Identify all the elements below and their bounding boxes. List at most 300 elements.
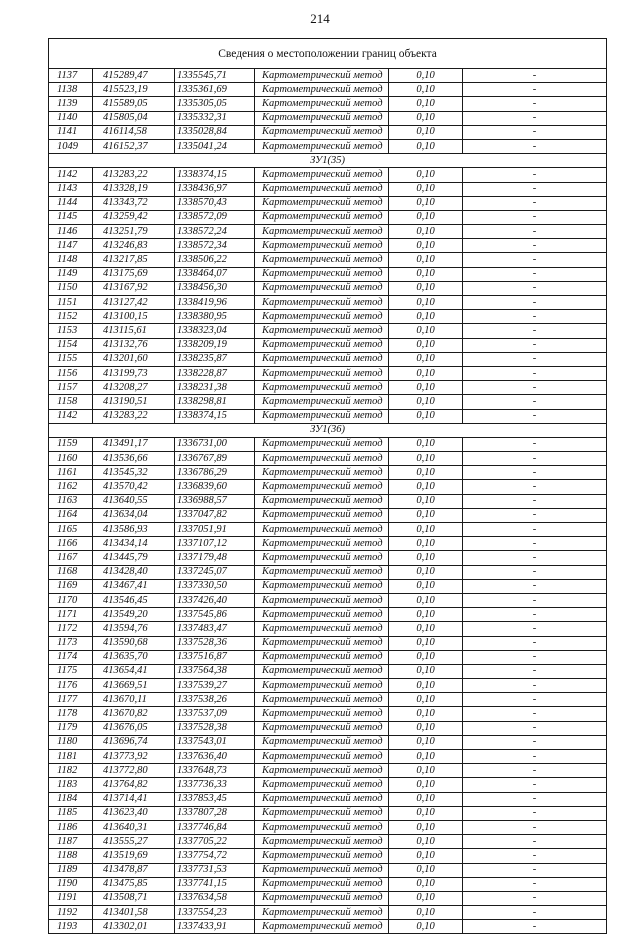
x-coordinate-cell: 413434,14 — [93, 537, 175, 551]
y-coordinate-cell: 1337516,87 — [175, 650, 255, 664]
x-coordinate-cell: 413478,87 — [93, 863, 175, 877]
table-row — [49, 537, 607, 551]
x-coordinate-cell: 413428,40 — [93, 565, 175, 579]
point-number-cell: 1141 — [49, 125, 93, 139]
x-coordinate-cell: 413586,93 — [93, 523, 175, 537]
table-row — [49, 338, 607, 352]
x-coordinate-cell: 413475,85 — [93, 877, 175, 891]
x-coordinate-cell: 413508,71 — [93, 891, 175, 905]
point-number-cell: 1189 — [49, 863, 93, 877]
method-cell: Картометрический метод — [255, 381, 389, 395]
y-coordinate-cell: 1338228,87 — [175, 366, 255, 380]
method-cell: Картометрический метод — [255, 196, 389, 210]
y-coordinate-cell: 1335028,84 — [175, 125, 255, 139]
method-cell: Картометрический метод — [255, 906, 389, 920]
x-coordinate-cell: 413201,60 — [93, 352, 175, 366]
x-coordinate-cell: 413401,58 — [93, 906, 175, 920]
y-coordinate-cell: 1338380,95 — [175, 310, 255, 324]
description-cell: - — [463, 750, 607, 764]
method-cell: Картометрический метод — [255, 721, 389, 735]
table-row — [49, 750, 607, 764]
method-cell: Картометрический метод — [255, 452, 389, 466]
precision-cell: 0,10 — [389, 352, 463, 366]
page-number: 214 — [310, 11, 330, 26]
point-number-cell: 1160 — [49, 452, 93, 466]
point-number-cell: 1139 — [49, 97, 93, 111]
point-number-cell: 1138 — [49, 83, 93, 97]
x-coordinate-cell: 413115,61 — [93, 324, 175, 338]
method-cell: Картометрический метод — [255, 735, 389, 749]
x-coordinate-cell: 413772,80 — [93, 764, 175, 778]
point-number-cell: 1177 — [49, 693, 93, 707]
point-number-cell: 1165 — [49, 523, 93, 537]
table-row — [49, 849, 607, 863]
precision-cell: 0,10 — [389, 906, 463, 920]
x-coordinate-cell: 413132,76 — [93, 338, 175, 352]
y-coordinate-cell: 1335041,24 — [175, 139, 255, 153]
table-row — [49, 125, 607, 139]
method-cell: Картометрический метод — [255, 877, 389, 891]
y-coordinate-cell: 1337538,26 — [175, 693, 255, 707]
y-coordinate-cell: 1338419,96 — [175, 296, 255, 310]
precision-cell: 0,10 — [389, 296, 463, 310]
table-row — [49, 906, 607, 920]
table-row — [49, 69, 607, 83]
method-cell: Картометрический метод — [255, 139, 389, 153]
point-number-cell: 1146 — [49, 225, 93, 239]
precision-cell: 0,10 — [389, 579, 463, 593]
table-row — [49, 182, 607, 196]
x-coordinate-cell: 413127,42 — [93, 296, 175, 310]
x-coordinate-cell: 413302,01 — [93, 920, 175, 934]
y-coordinate-cell: 1337107,12 — [175, 537, 255, 551]
method-cell: Картометрический метод — [255, 778, 389, 792]
point-number-cell: 1182 — [49, 764, 93, 778]
point-number-cell: 1149 — [49, 267, 93, 281]
description-cell: - — [463, 239, 607, 253]
description-cell: - — [463, 806, 607, 820]
description-cell: - — [463, 523, 607, 537]
method-cell: Картометрический метод — [255, 537, 389, 551]
point-number-cell: 1154 — [49, 338, 93, 352]
table-row — [49, 324, 607, 338]
precision-cell: 0,10 — [389, 69, 463, 83]
point-number-cell: 1167 — [49, 551, 93, 565]
y-coordinate-cell: 1337741,15 — [175, 877, 255, 891]
table-row — [49, 239, 607, 253]
x-coordinate-cell: 413491,17 — [93, 437, 175, 451]
table-row — [49, 920, 607, 934]
description-cell: - — [463, 267, 607, 281]
precision-cell: 0,10 — [389, 849, 463, 863]
method-cell: Картометрический метод — [255, 622, 389, 636]
method-cell: Картометрический метод — [255, 508, 389, 522]
y-coordinate-cell: 1335332,31 — [175, 111, 255, 125]
point-number-cell: 1163 — [49, 494, 93, 508]
x-coordinate-cell: 413343,72 — [93, 196, 175, 210]
point-number-cell: 1151 — [49, 296, 93, 310]
method-cell: Картометрический метод — [255, 225, 389, 239]
x-coordinate-cell: 413623,40 — [93, 806, 175, 820]
method-cell: Картометрический метод — [255, 920, 389, 934]
description-cell: - — [463, 225, 607, 239]
description-cell: - — [463, 83, 607, 97]
description-cell: - — [463, 693, 607, 707]
precision-cell: 0,10 — [389, 409, 463, 423]
method-cell: Картометрический метод — [255, 679, 389, 693]
precision-cell: 0,10 — [389, 239, 463, 253]
x-coordinate-cell: 413570,42 — [93, 480, 175, 494]
method-cell: Картометрический метод — [255, 168, 389, 182]
point-number-cell: 1147 — [49, 239, 93, 253]
description-cell: - — [463, 679, 607, 693]
y-coordinate-cell: 1337245,07 — [175, 565, 255, 579]
point-number-cell: 1176 — [49, 679, 93, 693]
point-number-cell: 1171 — [49, 608, 93, 622]
precision-cell: 0,10 — [389, 835, 463, 849]
point-number-cell: 1166 — [49, 537, 93, 551]
precision-cell: 0,10 — [389, 494, 463, 508]
table-row — [49, 579, 607, 593]
y-coordinate-cell: 1338209,19 — [175, 338, 255, 352]
y-coordinate-cell: 1336786,29 — [175, 466, 255, 480]
table-row — [49, 281, 607, 295]
y-coordinate-cell: 1337636,40 — [175, 750, 255, 764]
x-coordinate-cell: 413283,22 — [93, 409, 175, 423]
x-coordinate-cell: 413590,68 — [93, 636, 175, 650]
y-coordinate-cell: 1338506,22 — [175, 253, 255, 267]
table-row — [49, 693, 607, 707]
x-coordinate-cell: 415589,05 — [93, 97, 175, 111]
method-cell: Картометрический метод — [255, 366, 389, 380]
precision-cell: 0,10 — [389, 735, 463, 749]
description-cell: - — [463, 820, 607, 834]
precision-cell: 0,10 — [389, 225, 463, 239]
description-cell: - — [463, 735, 607, 749]
y-coordinate-cell: 1337746,84 — [175, 820, 255, 834]
x-coordinate-cell: 413640,55 — [93, 494, 175, 508]
point-number-cell: 1158 — [49, 395, 93, 409]
y-coordinate-cell: 1337853,45 — [175, 792, 255, 806]
method-cell: Картометрический метод — [255, 806, 389, 820]
y-coordinate-cell: 1336767,89 — [175, 452, 255, 466]
description-cell: - — [463, 494, 607, 508]
table-row — [49, 650, 607, 664]
y-coordinate-cell: 1337483,47 — [175, 622, 255, 636]
x-coordinate-cell: 413259,42 — [93, 210, 175, 224]
precision-cell: 0,10 — [389, 707, 463, 721]
table-row — [49, 835, 607, 849]
precision-cell: 0,10 — [389, 366, 463, 380]
point-number-cell: 1145 — [49, 210, 93, 224]
precision-cell: 0,10 — [389, 111, 463, 125]
point-number-cell: 1156 — [49, 366, 93, 380]
precision-cell: 0,10 — [389, 523, 463, 537]
table-row — [49, 437, 607, 451]
table-row — [49, 551, 607, 565]
method-cell: Картометрический метод — [255, 267, 389, 281]
method-cell: Картометрический метод — [255, 849, 389, 863]
description-cell: - — [463, 381, 607, 395]
y-coordinate-cell: 1337648,73 — [175, 764, 255, 778]
x-coordinate-cell: 413764,82 — [93, 778, 175, 792]
precision-cell: 0,10 — [389, 792, 463, 806]
table-row — [49, 352, 607, 366]
method-cell: Картометрический метод — [255, 523, 389, 537]
description-cell: - — [463, 579, 607, 593]
table-row — [49, 168, 607, 182]
point-number-cell: 1190 — [49, 877, 93, 891]
precision-cell: 0,10 — [389, 764, 463, 778]
precision-cell: 0,10 — [389, 168, 463, 182]
method-cell: Картометрический метод — [255, 636, 389, 650]
y-coordinate-cell: 1337539,27 — [175, 679, 255, 693]
x-coordinate-cell: 413635,70 — [93, 650, 175, 664]
description-cell: - — [463, 437, 607, 451]
table-row — [49, 225, 607, 239]
point-number-cell: 1148 — [49, 253, 93, 267]
precision-cell: 0,10 — [389, 820, 463, 834]
y-coordinate-cell: 1337807,28 — [175, 806, 255, 820]
method-cell: Картометрический метод — [255, 792, 389, 806]
precision-cell: 0,10 — [389, 537, 463, 551]
point-number-cell: 1137 — [49, 69, 93, 83]
method-cell: Картометрический метод — [255, 551, 389, 565]
x-coordinate-cell: 413519,69 — [93, 849, 175, 863]
x-coordinate-cell: 413669,51 — [93, 679, 175, 693]
precision-cell: 0,10 — [389, 664, 463, 678]
description-cell: - — [463, 168, 607, 182]
point-number-cell: 1178 — [49, 707, 93, 721]
y-coordinate-cell: 1337545,86 — [175, 608, 255, 622]
table-row — [49, 735, 607, 749]
point-number-cell: 1162 — [49, 480, 93, 494]
description-cell: - — [463, 466, 607, 480]
method-cell: Картометрический метод — [255, 125, 389, 139]
table-row — [49, 707, 607, 721]
method-cell: Картометрический метод — [255, 579, 389, 593]
method-cell: Картометрический метод — [255, 693, 389, 707]
precision-cell: 0,10 — [389, 863, 463, 877]
description-cell: - — [463, 863, 607, 877]
description-cell: - — [463, 891, 607, 905]
x-coordinate-cell: 413634,04 — [93, 508, 175, 522]
method-cell: Картометрический метод — [255, 395, 389, 409]
point-number-cell: 1049 — [49, 139, 93, 153]
method-cell: Картометрический метод — [255, 352, 389, 366]
table-row — [49, 366, 607, 380]
description-cell: - — [463, 366, 607, 380]
description-cell: - — [463, 792, 607, 806]
y-coordinate-cell: 1338456,30 — [175, 281, 255, 295]
point-number-cell: 1155 — [49, 352, 93, 366]
x-coordinate-cell: 413199,73 — [93, 366, 175, 380]
method-cell: Картометрический метод — [255, 111, 389, 125]
y-coordinate-cell: 1337543,01 — [175, 735, 255, 749]
method-cell: Картометрический метод — [255, 281, 389, 295]
table-row — [49, 792, 607, 806]
y-coordinate-cell: 1337330,50 — [175, 579, 255, 593]
precision-cell: 0,10 — [389, 338, 463, 352]
description-cell: - — [463, 139, 607, 153]
table-title: Сведения о местоположении границ объекта — [49, 39, 607, 69]
precision-cell: 0,10 — [389, 806, 463, 820]
table-row — [49, 480, 607, 494]
y-coordinate-cell: 1337528,38 — [175, 721, 255, 735]
point-number-cell: 1142 — [49, 168, 93, 182]
precision-cell: 0,10 — [389, 83, 463, 97]
point-number-cell: 1180 — [49, 735, 93, 749]
point-number-cell: 1192 — [49, 906, 93, 920]
point-number-cell: 1168 — [49, 565, 93, 579]
point-number-cell: 1173 — [49, 636, 93, 650]
point-number-cell: 1188 — [49, 849, 93, 863]
x-coordinate-cell: 413546,45 — [93, 593, 175, 607]
point-number-cell: 1172 — [49, 622, 93, 636]
precision-cell: 0,10 — [389, 395, 463, 409]
method-cell: Картометрический метод — [255, 310, 389, 324]
precision-cell: 0,10 — [389, 324, 463, 338]
method-cell: Картометрический метод — [255, 210, 389, 224]
x-coordinate-cell: 413251,79 — [93, 225, 175, 239]
table-row — [49, 267, 607, 281]
table-row — [49, 593, 607, 607]
group-label: ЗУ1(36) — [49, 423, 607, 437]
table-row — [49, 253, 607, 267]
point-number-cell: 1152 — [49, 310, 93, 324]
table-row — [49, 466, 607, 480]
y-coordinate-cell: 1337537,09 — [175, 707, 255, 721]
table-row — [49, 764, 607, 778]
description-cell: - — [463, 452, 607, 466]
group-header-row — [49, 154, 607, 168]
description-cell: - — [463, 338, 607, 352]
method-cell: Картометрический метод — [255, 324, 389, 338]
table-row — [49, 97, 607, 111]
precision-cell: 0,10 — [389, 650, 463, 664]
table-body — [49, 39, 607, 934]
description-cell: - — [463, 125, 607, 139]
description-cell: - — [463, 664, 607, 678]
table-row — [49, 523, 607, 537]
method-cell: Картометрический метод — [255, 494, 389, 508]
x-coordinate-cell: 413714,41 — [93, 792, 175, 806]
x-coordinate-cell: 413696,74 — [93, 735, 175, 749]
description-cell: - — [463, 97, 607, 111]
precision-cell: 0,10 — [389, 608, 463, 622]
table-row — [49, 622, 607, 636]
method-cell: Картометрический метод — [255, 863, 389, 877]
y-coordinate-cell: 1337433,91 — [175, 920, 255, 934]
method-cell: Картометрический метод — [255, 409, 389, 423]
precision-cell: 0,10 — [389, 97, 463, 111]
point-number-cell: 1175 — [49, 664, 93, 678]
x-coordinate-cell: 413167,92 — [93, 281, 175, 295]
precision-cell: 0,10 — [389, 437, 463, 451]
precision-cell: 0,10 — [389, 778, 463, 792]
precision-cell: 0,10 — [389, 310, 463, 324]
y-coordinate-cell: 1335361,69 — [175, 83, 255, 97]
y-coordinate-cell: 1337564,38 — [175, 664, 255, 678]
y-coordinate-cell: 1338464,07 — [175, 267, 255, 281]
table-row — [49, 494, 607, 508]
table-row — [49, 210, 607, 224]
x-coordinate-cell: 413545,32 — [93, 466, 175, 480]
description-cell: - — [463, 721, 607, 735]
x-coordinate-cell: 413246,83 — [93, 239, 175, 253]
y-coordinate-cell: 1338374,15 — [175, 409, 255, 423]
x-coordinate-cell: 413536,66 — [93, 452, 175, 466]
x-coordinate-cell: 413549,20 — [93, 608, 175, 622]
point-number-cell: 1185 — [49, 806, 93, 820]
point-number-cell: 1179 — [49, 721, 93, 735]
group-header-row — [49, 423, 607, 437]
point-number-cell: 1181 — [49, 750, 93, 764]
table-row — [49, 139, 607, 153]
description-cell: - — [463, 281, 607, 295]
description-cell: - — [463, 296, 607, 310]
precision-cell: 0,10 — [389, 693, 463, 707]
x-coordinate-cell: 413445,79 — [93, 551, 175, 565]
table-title-row — [49, 39, 607, 69]
description-cell: - — [463, 69, 607, 83]
table-row — [49, 296, 607, 310]
description-cell: - — [463, 182, 607, 196]
table-row — [49, 863, 607, 877]
x-coordinate-cell: 413208,27 — [93, 381, 175, 395]
point-number-cell: 1184 — [49, 792, 93, 806]
description-cell: - — [463, 395, 607, 409]
method-cell: Картометрический метод — [255, 593, 389, 607]
precision-cell: 0,10 — [389, 565, 463, 579]
y-coordinate-cell: 1338231,38 — [175, 381, 255, 395]
precision-cell: 0,10 — [389, 267, 463, 281]
description-cell: - — [463, 593, 607, 607]
description-cell: - — [463, 537, 607, 551]
x-coordinate-cell: 415523,19 — [93, 83, 175, 97]
precision-cell: 0,10 — [389, 139, 463, 153]
table-row — [49, 196, 607, 210]
point-number-cell: 1191 — [49, 891, 93, 905]
y-coordinate-cell: 1338323,04 — [175, 324, 255, 338]
table-row — [49, 891, 607, 905]
y-coordinate-cell: 1338572,24 — [175, 225, 255, 239]
y-coordinate-cell: 1337736,33 — [175, 778, 255, 792]
method-cell: Картометрический метод — [255, 608, 389, 622]
method-cell: Картометрический метод — [255, 466, 389, 480]
description-cell: - — [463, 480, 607, 494]
x-coordinate-cell: 416114,58 — [93, 125, 175, 139]
method-cell: Картометрический метод — [255, 835, 389, 849]
method-cell: Картометрический метод — [255, 97, 389, 111]
precision-cell: 0,10 — [389, 452, 463, 466]
table-row — [49, 820, 607, 834]
y-coordinate-cell: 1338374,15 — [175, 168, 255, 182]
point-number-cell: 1169 — [49, 579, 93, 593]
description-cell: - — [463, 920, 607, 934]
method-cell: Картометрический метод — [255, 239, 389, 253]
point-number-cell: 1183 — [49, 778, 93, 792]
table-row — [49, 806, 607, 820]
point-number-cell: 1174 — [49, 650, 93, 664]
x-coordinate-cell: 413467,41 — [93, 579, 175, 593]
description-cell: - — [463, 906, 607, 920]
precision-cell: 0,10 — [389, 196, 463, 210]
table-row — [49, 508, 607, 522]
table-row — [49, 381, 607, 395]
y-coordinate-cell: 1337554,23 — [175, 906, 255, 920]
description-cell: - — [463, 196, 607, 210]
